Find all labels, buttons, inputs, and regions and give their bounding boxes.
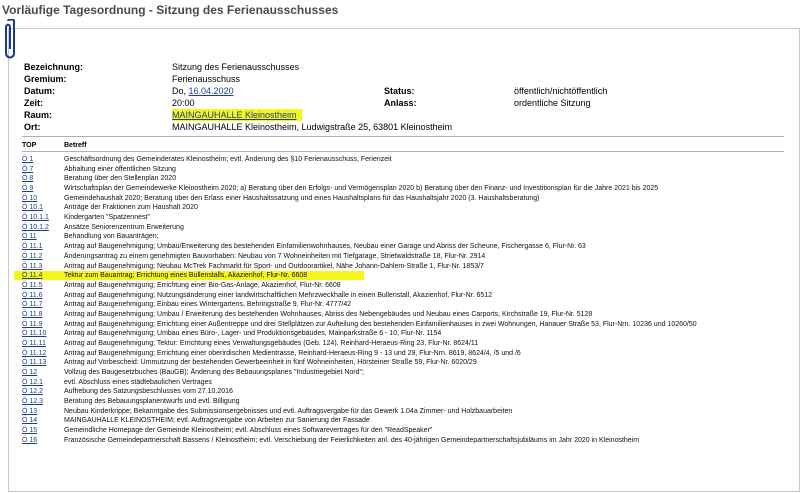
label-raum: Raum:: [24, 110, 53, 120]
value-status: öffentlich/nichtöffentlich: [514, 86, 608, 96]
agenda-subject: Behandlung von Bauanträgen;: [64, 233, 159, 241]
agenda-subject: Antrag auf Baugenehmigung; Tektur: Errichtung eines Verwaltungsgebäudes (Geb. 124), Reinhard-Heraeus-Ring 23, Flur-Nr. 8624/11: [64, 339, 479, 347]
agenda-subject: Antrag auf Baugenehmigung; Umbau/Erweiterung des bestehenden Einfamilienwohnhauses, Neubau einer Garage und Abriss der Scheune, Fischergasse 6, Flur-Nr. 63: [64, 243, 586, 251]
table-row: [16, 242, 786, 251]
top-number-link[interactable]: Ö 11.6: [22, 291, 43, 299]
agenda-subject: Antrag auf Baugenehmigung; Errichtung einer oberirdischen Medientrasse, Reinhard-Heraeus-Ring 9 - 13 und 29, Flur-Nrn. 8619, 8624/4, /5 und /6: [64, 349, 521, 357]
top-number-link[interactable]: Ö 9: [22, 185, 34, 192]
agenda-subject: Antrag auf Baugenehmigung; Errichtung einer Außentreppe und drei Stellplätzen zur Aufteilung des bestehenden Einfamilienhauses in zwei Wohnungen, Hanauer Straße 53, Flur-Nrn. 10236 und 10260/50: [64, 320, 697, 328]
table-row: [16, 194, 786, 203]
agenda-subject: Vollzug des Baugesetzbuches (BauGB); Änderung des Bebauungsplanes "Industriegebiet Nord";: [64, 369, 364, 376]
top-number-link[interactable]: Ö 14: [22, 417, 38, 425]
table-row: [16, 349, 786, 358]
label-status: Status:: [384, 86, 415, 96]
value-zeit: 20:00: [172, 98, 195, 108]
top-number-link[interactable]: Ö 15: [22, 427, 38, 434]
top-number-link[interactable]: Ö 12.2: [22, 388, 44, 396]
label-bezeichnung: Bezeichnung:: [24, 62, 84, 72]
title-bar: [0, 0, 800, 22]
table-row: [16, 291, 786, 300]
agenda-subject: Abhaltung einer öffentlichen Sitzung: [64, 165, 176, 173]
agenda-subject: Antrag auf Baugenehmigung; Einbau eines Wintergartens, Behringstraße 9, Flur-Nr. 4777/42: [64, 301, 352, 309]
top-number-link[interactable]: Ö 10.1.1: [22, 214, 49, 222]
agenda-subject: Gemeindliche Homepage der Gemeinde Kleinostheim; evtl. Abschluss eines Softwarevertrages für den "ReadSpeaker": [64, 427, 433, 434]
agenda-subject: Beratung des Bebauungsplanentwurfs und evtl. Billigung: [64, 398, 240, 405]
datum-weekday: Do,: [172, 86, 187, 96]
top-number-link[interactable]: Ö 13: [22, 407, 38, 415]
top-number-link[interactable]: Ö 12.1: [22, 378, 44, 386]
agenda-subject: Antrag auf Baugenehmigung; Umbau eines Büro-, Lager- und Produktionsgebäudes, Mainparkstraße 6 - 10, Flur-Nr. 1154: [64, 330, 442, 338]
table-row: [16, 436, 786, 445]
table-row: [16, 320, 786, 329]
column-header-top: TOP: [22, 142, 37, 149]
agenda-subject: Gemeindehaushalt 2020; Beratung über den Erlass einer Haushaltssatzung und eines Haushaltsplans für das Haushaltsjahr 2020 (3. Haushaltsberatung): [64, 194, 540, 202]
agenda-subject: Kindergarten "Spatzennest": [64, 214, 150, 222]
label-anlass: Anlass:: [384, 98, 417, 108]
table-row: [16, 310, 786, 319]
top-number-link[interactable]: Ö 16: [22, 436, 38, 444]
table-row: [16, 155, 786, 164]
top-number-link[interactable]: Ö 11.5: [22, 281, 43, 289]
value-ort: MAINGAUHALLE Kleinostheim, Ludwigstraße 25, 63801 Kleinostheim: [172, 122, 453, 132]
agenda-subject: Tektur zum Bauantrag; Errichtung eines Bullenstalls, Akazienhof, Flur-Nr. 6608: [64, 272, 308, 280]
table-row: [16, 397, 786, 406]
agenda-subject: Anträge der Fraktionen zum Haushalt 2020: [64, 204, 198, 212]
table-row: [16, 387, 786, 396]
top-number-link[interactable]: Ö 11.7: [22, 301, 43, 309]
value-gremium: Ferienausschuss: [172, 74, 241, 84]
agenda-subject: Ansätze Seniorenzentrum Erweiterung: [64, 223, 184, 231]
table-row: [16, 329, 786, 338]
top-number-link[interactable]: Ö 11.11: [22, 339, 46, 347]
agenda-subject: Änderungsantrag zu einem genehmigten Bauvorhaben: Neubau von 7 Wohneinheiten mit Tiefgarage, Strietwaldstraße 18, Flur-Nr. 2914: [64, 252, 486, 260]
top-number-link[interactable]: Ö 1: [22, 156, 34, 163]
page-title: Vorläufige Tagesordnung - Sitzung des Ferienausschusses: [2, 3, 339, 17]
agenda-subject: Beratung über den Stellenplan 2020: [64, 175, 177, 183]
agenda-subject: Antrag auf Baugenehmigung; Neubau McTrek Fachmarkt für Sport- und Outdoorartikel, Nähe Johann-Dahlem-Straße 1, Flur-Nr. 1853/7: [64, 262, 484, 270]
value-anlass: ordentliche Sitzung: [514, 98, 591, 108]
top-number-link[interactable]: Ö 10.1: [22, 204, 44, 212]
label-ort: Ort:: [24, 122, 41, 132]
top-number-link[interactable]: Ö 11.1: [22, 243, 43, 251]
value-datum: [172, 86, 234, 97]
label-zeit: Zeit:: [24, 98, 43, 108]
table-row: [16, 252, 786, 261]
agenda-subject: Antrag auf Baugenehmigung; Nutzungsänderung einer landwirtschaftlichen Mehrzweckhalle in einen Bullenstall, Akazienhof, Flur-Nr. 6512: [64, 291, 493, 299]
top-number-link[interactable]: Ö 11.13: [22, 359, 47, 367]
table-row: [16, 416, 786, 425]
value-bezeichnung: Sitzung des Ferienausschusses: [172, 62, 300, 72]
agenda-subject: Antrag auf Baugenehmigung; Umbau / Erweiterung des bestehenden Wohnhauses, Abriss des Nebengebäudes und Neubau eines Carports, Kirchstraße 19, Flur-Nr. 5128: [64, 310, 593, 318]
table-row: [16, 426, 786, 435]
table-row: [16, 339, 786, 348]
table-row: [16, 184, 786, 193]
top-number-link[interactable]: Ö 11.8: [22, 310, 43, 318]
top-number-link[interactable]: Ö 10: [22, 194, 38, 202]
column-header-betreff: Betreff: [64, 142, 87, 149]
top-number-link[interactable]: Ö 12.3: [22, 398, 44, 405]
agenda-subject: Geschäftsordnung des Gemeinderates Kleinostheim; evtl. Änderung des §10 Ferienausschuss, Ferienzeit: [64, 156, 392, 163]
divider: [22, 136, 784, 137]
table-row: [16, 368, 786, 377]
table-row: [16, 378, 786, 387]
table-row: [16, 281, 786, 290]
header-divider: [22, 151, 784, 152]
top-number-link[interactable]: Ö 11.10: [22, 330, 47, 338]
raum-link[interactable]: MAINGAUHALLE Kleinostheim: [172, 109, 302, 121]
table-row: [16, 203, 786, 212]
top-number-link[interactable]: Ö 11.4: [22, 272, 43, 280]
table-row: [16, 232, 786, 241]
label-datum: Datum:: [24, 86, 55, 96]
top-number-link[interactable]: Ö 11.3: [22, 262, 43, 270]
table-row: [16, 174, 786, 183]
table-row: [16, 407, 786, 416]
top-number-link[interactable]: Ö 10.1.2: [22, 223, 49, 231]
agenda-subject: Französische Gemeindepartnerschaft Bassens / Kleinostheim; evtl. Verschiebung der Feierlichkeiten anl. des 40-jährigen Gemeindepartnerschaftsjubiläums im Jahr 2020 in Kleinostheim: [64, 436, 640, 444]
top-number-link[interactable]: Ö 8: [22, 175, 34, 183]
table-row: [16, 358, 786, 367]
top-number-link[interactable]: Ö 11.2: [22, 252, 43, 260]
agenda-subject: Neubau Kinderkrippe; Bekanntgabe des Submissionsergebnisses und evtl. Auftragsvergabe für das Gewerk 1.04a Zimmer- und Holzbauarbeiten: [64, 407, 513, 415]
datum-link[interactable]: 16.04.2020: [188, 86, 234, 96]
top-number-link[interactable]: Ö 11.9: [22, 320, 43, 328]
top-number-link[interactable]: Ö 11.12: [22, 349, 47, 357]
table-row: [16, 165, 786, 174]
table-row: [16, 213, 786, 222]
agenda-subject: evtl. Abschluss eines städtebaulichen Vertrages: [64, 378, 212, 386]
label-gremium: Gremium:: [24, 74, 67, 84]
table-row: [16, 223, 786, 232]
value-raum: [172, 110, 302, 121]
agenda-subject: Wirtschaftsplan der Gemeindewerke Kleinostheim 2020; a) Beratung über den Erfolgs- und Vermögensplan 2020 b) Beratung über den Finanz- und Investitionsplan für die Jahre 2021 bis 2025: [64, 185, 659, 192]
paperclip-icon: [3, 19, 19, 63]
agenda-subject: Antrag auf Vorbescheid: Ummutzung der bestehenden Gewerbeeinheit in fünf Wohneinheiten, Hörsteiner Straße 59, Flur-Nr. 6020/29: [64, 359, 477, 367]
top-number-link[interactable]: Ö 12: [22, 369, 38, 376]
table-row: [16, 300, 786, 309]
table-row: [16, 262, 786, 271]
top-number-link[interactable]: Ö 7: [22, 165, 34, 173]
agenda-subject: Antrag auf Baugenehmigung; Errichtung einer Bio-Gas-Anlage, Akazienhof, Flur-Nr. 6608: [64, 281, 341, 289]
agenda-subject: Aufhebung des Satzungsbeschlusses vom 27.10.2016: [64, 388, 233, 396]
table-row: [14, 271, 364, 280]
agenda-subject: MAINGAUHALLE KLEINOSTHEIM; evtl. Auftragsvergabe von Arbeiten zur Sanierung der Fassade: [64, 417, 370, 425]
top-number-link[interactable]: Ö 11: [22, 233, 37, 241]
